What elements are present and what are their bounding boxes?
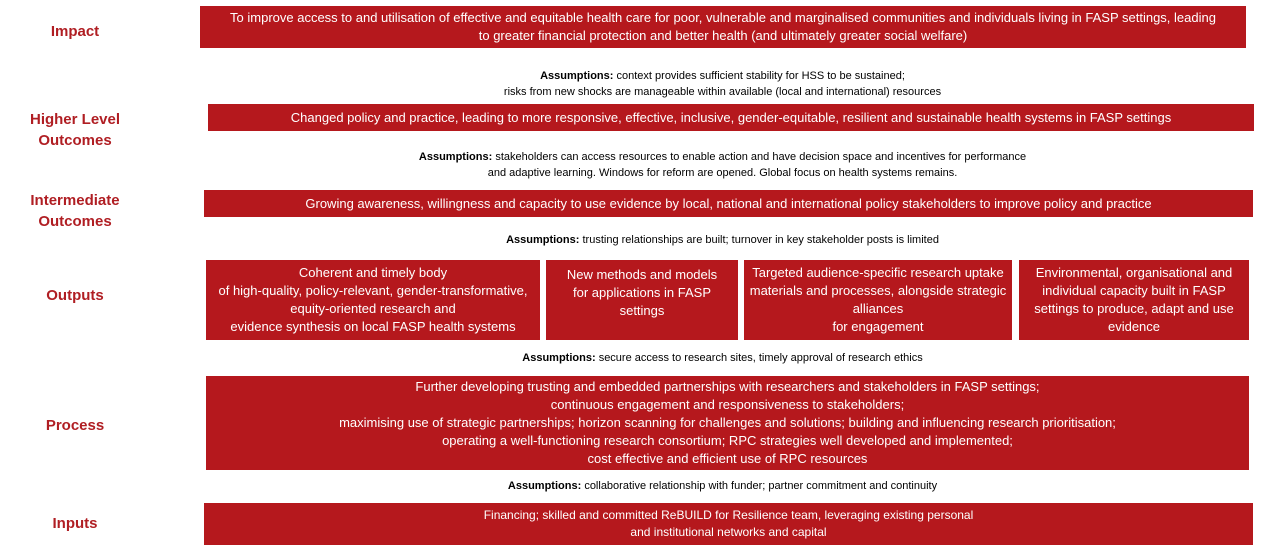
impact-text: To improve access to and utilisation of effective and equitable health care for poor, vulnerable and marginalised communities and individuals living in FASP settings, leading to greater financial protection and better health (and ultimately greater social welfare)	[230, 10, 1216, 43]
inputs-label: Inputs	[52, 514, 98, 532]
higher-outcomes-label: Higher Level Outcomes	[29, 111, 121, 149]
assumptions-heading: Assumptions	[540, 70, 610, 82]
assumptions-text: stakeholders can access resources to enable action and have decision space and incentives for performance and adaptive learning. Windows for reform are opened. Global focus on health systems remains.	[487, 151, 1027, 179]
process-text: Further developing trusting and embedded partnerships with researchers and stakeholders in FASP settings; continuous engagement and responsiveness to stakeholders; maximising use of strategic partnerships; horizon scanning for challenges and solutions; building and influencing research prioritisation; operating a well-functioning research consortium; RPC strategies well developed and implemented; cost effective and efficient use of RPC resources	[339, 379, 1116, 466]
output-box-1	[206, 260, 540, 340]
output-box-2	[546, 260, 738, 340]
assumptions-5: Assumptions: collaborative relationship with funder; partner commitment and continuity	[507, 480, 938, 492]
inputs-box	[204, 503, 1253, 545]
assumptions-heading: Assumptions	[522, 352, 592, 364]
assumptions-1: Assumptions: context provides sufficient stability for HSS to be sustained; risks from new shocks are manageable within available (local and international) resources	[503, 70, 942, 98]
assumptions-text: secure access to research sites, timely approval of research ethics	[598, 352, 923, 364]
assumptions-2: Assumptions: stakeholders can access resources to enable action and have decision space and incentives for performance and adaptive learning. Windows for reform are opened. Global focus on health systems remains.	[418, 151, 1027, 179]
higher-outcomes-box	[208, 104, 1254, 131]
output-box-3	[744, 260, 1012, 340]
impact-box	[200, 6, 1246, 48]
intermediate-outcomes-box	[204, 190, 1253, 217]
assumptions-heading: Assumptions	[506, 234, 576, 246]
assumptions-heading: Assumptions	[418, 151, 489, 163]
output-text: New methods and models for applications in FASP settings	[566, 267, 718, 318]
higher-outcomes-text: Changed policy and practice, leading to more responsive, effective, inclusive, gender-equitable, resilient and sustainable health systems in FASP settings	[290, 109, 1172, 125]
impact-label: Impact	[50, 22, 100, 40]
output-text: Environmental, organisational and individual capacity built in FASP settings to produce, adapt and use evidence	[1034, 265, 1234, 334]
assumptions-text: trusting relationships are built; turnover in key stakeholder posts is limited	[582, 234, 939, 246]
assumptions-heading: Assumptions	[507, 480, 578, 492]
output-text: Coherent and timely body of high-quality, policy-relevant, gender-transformative, equity-oriented research and evidence synthesis on local FASP health systems	[218, 265, 528, 334]
assumptions-text: collaborative relationship with funder; partner commitment and continuity	[584, 480, 938, 492]
assumptions-3: Assumptions: trusting relationships are built; turnover in key stakeholder posts is limited	[506, 234, 939, 246]
assumptions-text: context provides sufficient stability for HSS to be sustained; risks from new shocks are manageable within available (local and international) resources	[503, 70, 942, 98]
outputs-label: Outputs	[46, 286, 104, 304]
process-box	[206, 376, 1249, 470]
output-box-4	[1019, 260, 1249, 340]
process-label: Process	[45, 416, 105, 434]
intermediate-outcomes-label: Intermediate Outcomes	[30, 192, 120, 230]
inputs-text: Financing; skilled and committed ReBUILD for Resilience team, leveraging existing personal and institutional networks and capital	[483, 508, 974, 539]
output-text: Targeted audience-specific research uptake materials and processes, alongside strategic alliances for engagement	[749, 265, 1007, 334]
intermediate-outcomes-text: Growing awareness, willingness and capacity to use evidence by local, national and international policy stakeholders to improve policy and practice	[305, 195, 1152, 211]
assumptions-4: Assumptions: secure access to research sites, timely approval of research ethics	[522, 352, 923, 364]
